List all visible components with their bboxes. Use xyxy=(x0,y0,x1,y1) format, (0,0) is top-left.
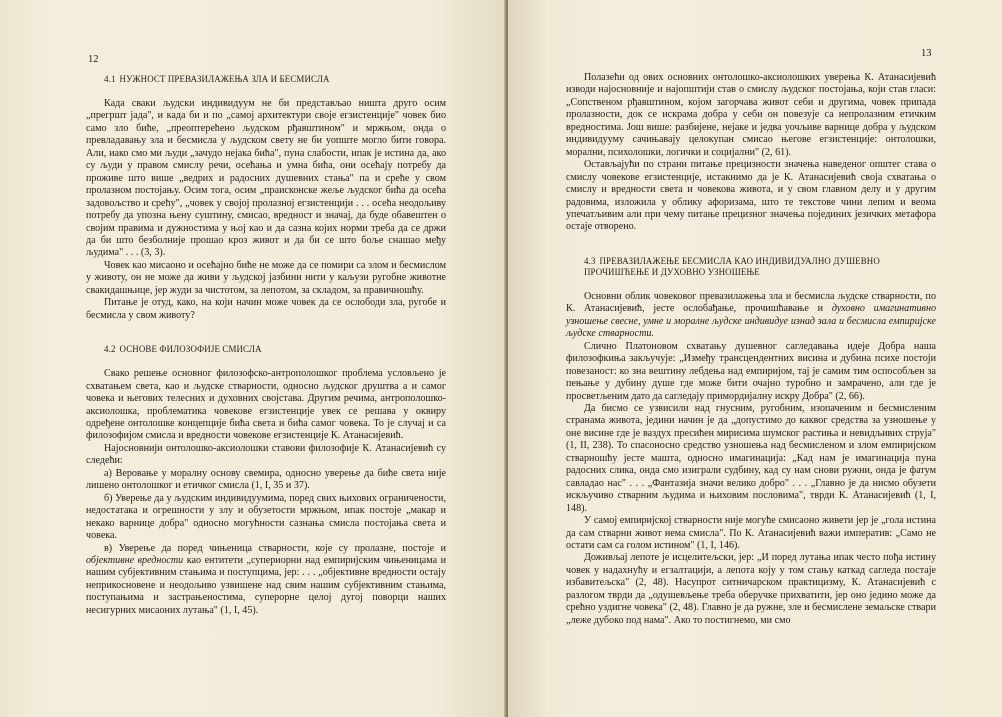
paragraph: Човек као мисаоно и осећајно биће не може да се помири са злом и бесмислом у животу, он не може да живи у људској јазбини нити у каљузи ругобне животне свакидашњице, јер жуди за чистотом, за лепотом, за складом, за правичношћу. xyxy=(86,259,446,296)
list-item-a: а) Веровање у моралну основу свемира, односно уверење да биће света није лишено онтолошког и етичког смисла (1, I, 35 и 37). xyxy=(86,467,446,492)
paragraph: Остављајући по страни питање прецизности значења наведеног општег става о смислу човекове егзистенције, истакнимо да је К. Атанасијевић своја схватања о смислу и вредности света и човекова живота, и у свом главном делу и у другим радовима, изложила у облику афоризама, што те текстове чини лепим и веома упечатљивим али при чему питање прецизног значења појединих језичких метафора остаје отворено. xyxy=(566,159,936,233)
paragraph: Када сваки људски индивидуум не би представљао ништа друго осим „прегршт јада", и када би и по „самој архитектури своје егзистенције" човек био само зло биће, „преоптерећено људском рђавштином" и мржњом, онда о превладавању зла и бесмисла у људском свету не би уопште могло бити говора. Али, иако смо ми људи „зачудо нејака бића", пуна слабости, ипак је истина да, ако су људи у правом смислу речи, осећања и умна бића, они осећају потребу да проживе што више „ведрих и радосних душевних стања" па и среће у свом пролазном постојању. Осим тога, осим „праисконске жеље људског бића да осећа задовољство и срећу", „човек у својој пролазној егзистенцији . . . осећа неодољиву потребу да упозна њену суштину, смисао, вредност и значај, да буде обавештен о својим правима и дужностима у њој као и да сазна којих норми треба да се држи да би што безболније прошао кроз живот и да би се што боље снашао међу људима" . . . (3, 3). xyxy=(86,98,446,259)
paragraph: Свако решење основног филозофско-антрополошког проблема условљено је схватањем света, као и људске стварности, односно људског друштва а и самог човека и његових телесних и духовних својстава. Другим речима, антрополошко-аксиолошка, проблематика човекове егзистенције увек се решава у оквиру одређене онтолошке концепције бића света и бића самог човека. То је случај и са филозофијом смисла и вредности човекове егзистенције К. Атанасијевић. xyxy=(86,368,446,442)
section-heading-4-1: 4.1 НУЖНОСТ ПРЕВАЗИЛАЖЕЊА ЗЛА И БЕСМИСЛА xyxy=(104,74,330,84)
paragraph: Основни облик човековог превазилажења зла и бесмисла људске стварности, по К. Атанасијевић, јесте ослобађање, прочишћавање и духовно имагинативно узношење свесне, умне и моралне људске индивидуе изнад зала и бесмисла емпиријске људске стварности. xyxy=(566,290,936,340)
list-item-c: в) Уверење да поред чињеница стварности, које су пролазне, постоје и објективне вредности као ентитети „супериорни над емпиријским чињеницама и нашим субјективним стањима и поступцима, јер: . . . „објективне вредности остају неприкосновене и неодољиво узвишене над свим нашим субјективним стањима, поступањима и застрањеностима, суперорне целој дугој поворци наших несигурних мисаоних лутања" (1, I, 45). xyxy=(86,542,446,616)
paragraph: Да бисмо се узвисили над гнусним, ругобним, изопаченим и бесмисленим странама живота, једини начин је да „допустимо до каквог средства за узношење у оне висине где је ваздух пресићен мирисима шумског растиња и невидљивих струја" (1, II, 238). То спасоносно средство узношења над бесмисленом и злом емпиријском стварношћу јесте машта, односно имагинација: „Кад нам је имагинација пуна радосних слика, онда смо изиграли судбину, кад су нам снови ружни, онда је фатум савладао нас" . . . „Фантазија значи велико добро" . . . „Главно је да нисмо обузети искључиво стварним људима и њиховим пословима", тврди К. Атанасијевић (1, I, 148). xyxy=(566,402,936,514)
paragraph: У самој емпиријској стварности није могуће смисаоно живети јер је „гола истина да сам стварни живот нема смисла". По К. Атанасијевић важи императив: „Само не остати сам са голом истином" (1, I, 146). xyxy=(566,515,936,551)
list-item-b: б) Уверење да у људским индивидуумима, поред свих њихових ограничености, недостатака и огрешности у злу и обузетости мржњом, ипак постоје „макар и некако варнице добра" односно могућности сазнања смисла постојања света и човека. xyxy=(86,492,446,542)
paragraph: Полазећи од ових основних онтолошко-аксиолошких уверења К. Атанасијевић изводи најосновније и најопштији став о смислу људског постојања, који став гласи: „Сопственом рђавштином, којом загорчава живот себи и другима, човек припада пролазности, док се искрама добра у себи он повезује са непролазним етичким вредностима. Још више: разбијене, нејаке и једва уочљиве варнице добра у људском индивидууму сачињавају целокупан смисао његове егзистенције: онтолошки, морални, психолошки, логички и социјални" (2, 61). xyxy=(566,72,936,158)
paragraph: Доживљај лепоте је исцелитељски, јер: „И поред лутања ипак често пођа истину човек у надахнућу и егзалтацији, а лепота коју у том стању каткад сагледа постаје избавитељска" (2, 48). Насупрот ситничарском практицизму, К. Атанасијевић с разлогом тврди да „одушевљење треба оберучке прихватити, јер оно једино може да срећно уздигне човека" (2, 48). Главно је да ружне, зле и бесмислене земаљске ствари „леже дубоко под нама". Ако то постигнемо, ми смо xyxy=(566,552,936,626)
right-text-column xyxy=(566,72,936,627)
section-heading-4-2: 4.2 ОСНОВЕ ФИЛОЗОФИЈЕ СМИСЛА xyxy=(104,344,262,355)
page-number-left: 12 xyxy=(88,54,99,65)
paragraph: Слично Платоновом схватању душевног сагледавања идеје Добра наша филозофкиња закључује: „Између трансцендентних висина и дубина психе постоји повезаност: ко зна вештину лебдења над емпиријом, тај је самим тим оспособљен за пењање у дубину душе где може бити очајно туробно и замрачено, али где је просветљеним дато да сагледају примордијалну искру Добра" (2, 66). xyxy=(566,340,936,402)
paragraph: Питање је отуд, како, на који начин може човек да се ослободи зла, ругобе и бесмисла у свом животу? xyxy=(86,297,446,321)
paragraph: Најосновнији онтолошко-аксиолошки ставови филозофије К. Атанасијевић су следећи: xyxy=(86,442,446,467)
page-number-right: 13 xyxy=(921,48,932,59)
left-text-column xyxy=(86,74,446,617)
section-heading-4-3: 4.3 ПРЕВАЗИЛАЖЕЊЕ БЕСМИСЛА КАО ИНДИВИДУАЛНО ДУШЕВНО ПРОЧИШЋЕЊЕ И ДУХОВНО УЗНОШЕЊЕ xyxy=(584,255,880,277)
